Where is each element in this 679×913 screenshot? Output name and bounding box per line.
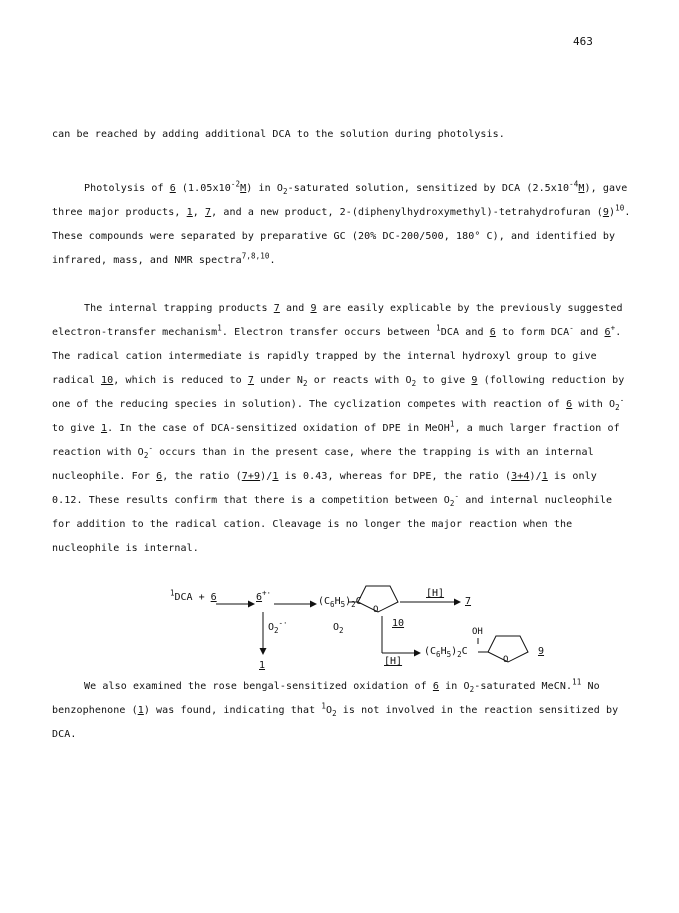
scheme-dca-plus-6: $^1$DCA + 6 (170, 588, 217, 603)
scheme-product-9: 9 (538, 646, 545, 657)
scheme-diphenyl-c: $(C_6H_5)_2C$ (318, 596, 362, 609)
scheme-product-1: 1 (259, 660, 266, 671)
text-line: one of the reducing species in solution). The cyclization competes with reaction of 6 with $O_2^-$ (52, 395, 625, 412)
scheme-oxygen: $O_2$ (333, 622, 344, 635)
text-line: radical 10, which is reduced to 7 under $N_2$ or reacts with $O_2$ to give 9 (following reduction by (52, 375, 625, 388)
scheme-ring-oxygen-2: O (503, 655, 509, 665)
reaction-scheme (170, 578, 570, 678)
scheme-ring-oxygen: O (373, 605, 379, 615)
text-line: DCA. (52, 729, 77, 740)
text-line: three major products, 1, 7, and a new product, 2-(diphenylhydroxymethyl)-tetrahydrofuran $(9)^{10}$. (52, 203, 631, 218)
scheme-hydroxyl: OH (472, 627, 483, 637)
text-line: for addition to the radical cation. Cleavage is no longer the major reaction when the (52, 519, 573, 530)
text-line: nucleophile. For 6, the ratio (7+9)/1 is 0.43, whereas for DPE, the ratio (3+4)/1 is only (52, 471, 597, 482)
scheme-graphics (170, 578, 570, 678)
scheme-h-label: [H] (426, 588, 445, 599)
text-line: These compounds were separated by preparative GC (20% DC-200/500, 180° C), and identified by (52, 231, 616, 242)
text-line: The radical cation intermediate is rapidly trapped by the internal hydroxyl group to give (52, 351, 597, 362)
scheme-superoxide: $O_2^{-\cdot}$ (268, 618, 288, 635)
text-line: reaction with $O_2^-$ occurs than in the present case, where the trapping is with an internal (52, 443, 594, 460)
text-line: to give 1. In the case of DCA-sensitized oxidation of DPE in MeOH$^1$, a much larger fraction of (52, 419, 620, 434)
scheme-radical-cation: 6+· (256, 588, 272, 603)
text-line: The internal trapping products 7 and 9 are easily explicable by the previously suggested (84, 303, 623, 314)
text-line: Photolysis of 6 $(1.05x10^{-2}M)$ in $O_2$-saturated solution, sensitized by DCA $(2.5x10^{-4}M)$, gave (84, 179, 628, 196)
scheme-label-10: 10 (392, 618, 405, 629)
text-line: We also examined the rose bengal-sensitized oxidation of 6 in $O_2$-saturated MeCN.$^{11}$ No (84, 677, 600, 694)
text-line: can be reached by adding additional DCA to the solution during photolysis. (52, 129, 505, 140)
text-line: benzophenone (1) was found, indicating that $^1O_2$ is not involved in the reaction sensitized by (52, 701, 619, 718)
text-line: nucleophile is internal. (52, 543, 199, 554)
scheme-h-label-2: [H] (384, 656, 403, 667)
text-line: infrared, mass, and NMR spectra$^{7,8,10}$. (52, 251, 276, 266)
scheme-diphenyl-c-2: $(C_6H_5)_2C$ (424, 646, 468, 659)
page-number: 463 (573, 35, 593, 48)
scheme-product-7: 7 (465, 596, 472, 607)
text-line: electron-transfer mechanism$^1$. Electron transfer occurs between $^1$DCA and 6 to form DCA- and 6+. (52, 323, 622, 338)
text-line: 0.12. These results confirm that there is a competition between $O_2^-$ and internal nucleophile (52, 491, 613, 508)
